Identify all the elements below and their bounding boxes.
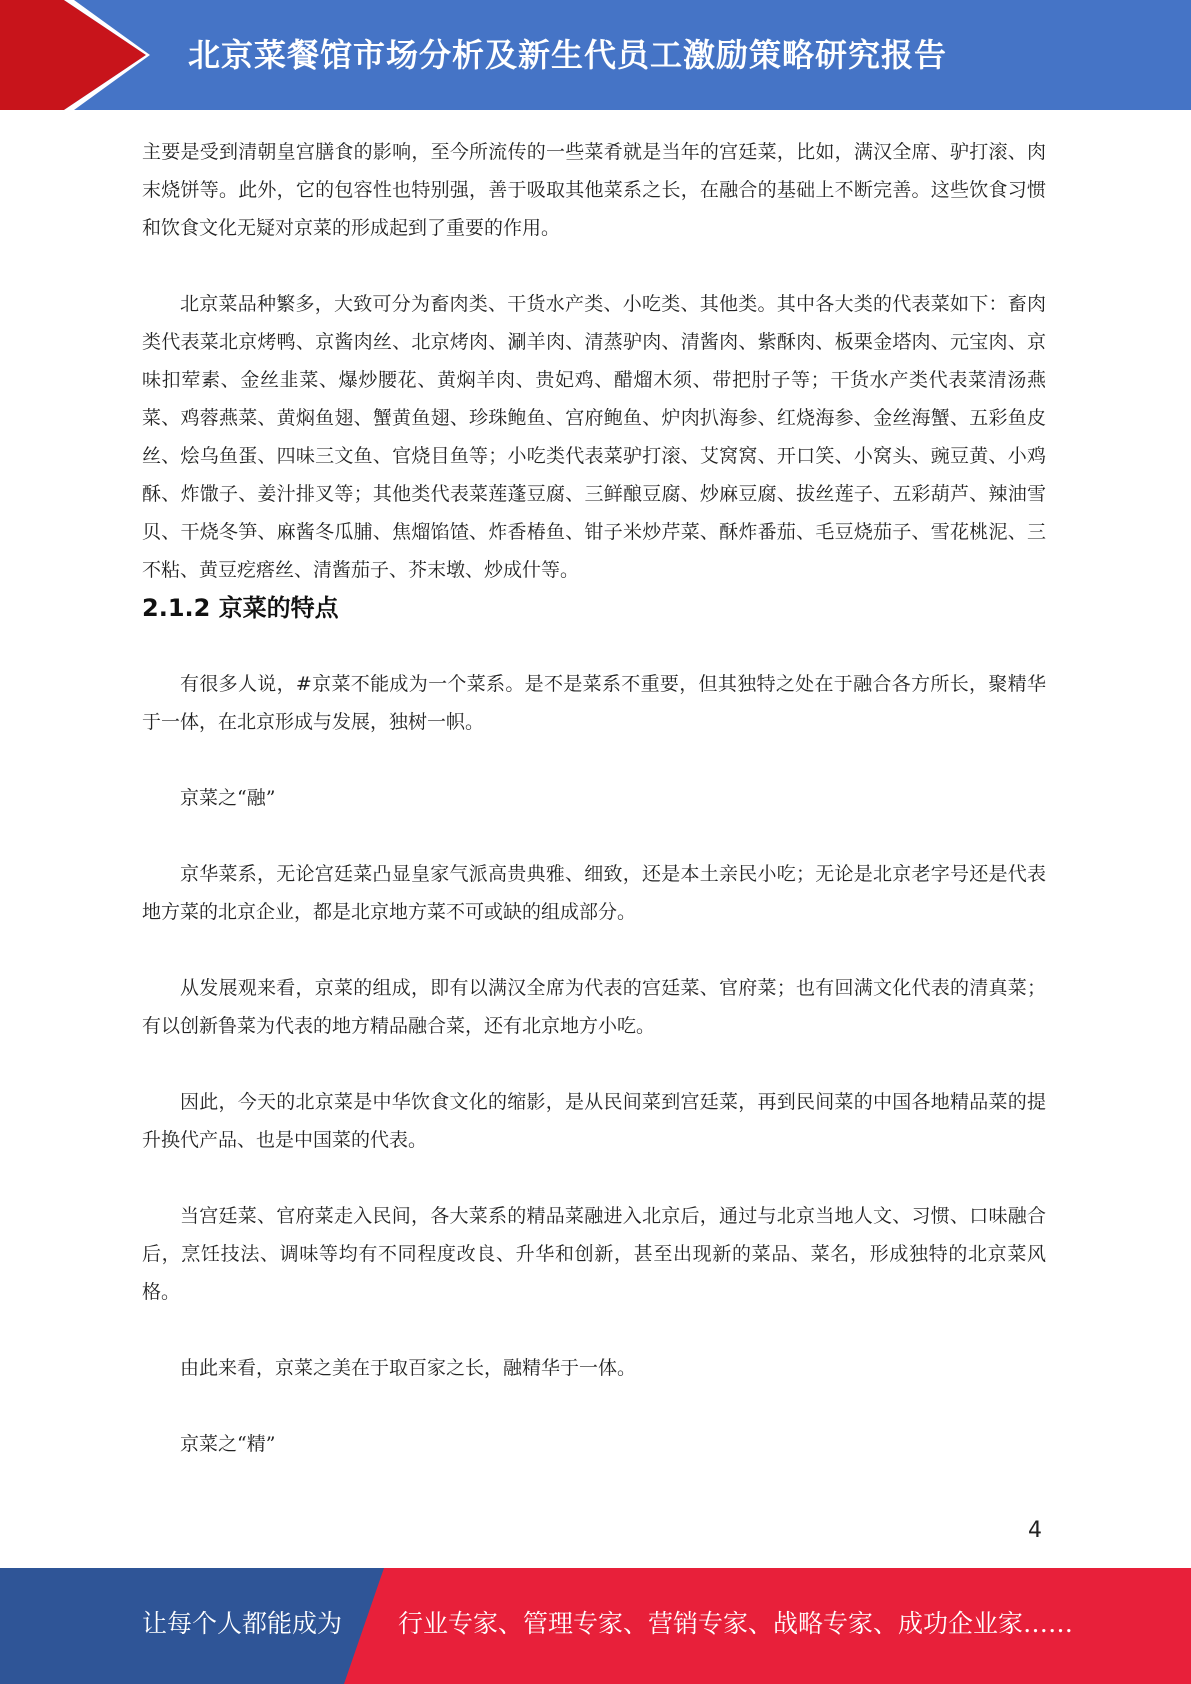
paragraph-conclusion: 由此来看，京菜之美在于取百家之长，融精华于一体。 [180,1357,637,1379]
page-number: 4 [1028,1518,1042,1543]
subheading-fusion: 京菜之“融” [180,787,276,809]
header-arrow-decoration [0,0,150,110]
page-footer [0,1568,1191,1684]
paragraph-palace-influence: 主要是受到清朝皇宫膳食的影响，至今所流传的一些菜肴就是当年的宫廷菜，比如，满汉全席、驴打滚、肉末烧饼等。此外，它的包容性也特别强，善于吸取其他菜系之长，在融合的基础上不断完善。这些饮食习惯和饮食文化无疑对京菜的形成起到了重要的作用。 [142,141,1046,239]
footer-slogan-left: 让每个人都能成为 [142,1609,343,1638]
paragraph-development-view: 从发展观来看，京菜的组成，即有以满汉全席为代表的宫廷菜、官府菜；也有回满文化代表的清真菜；有以创新鲁菜为代表的地方精品融合菜，还有北京地方小吃。 [142,977,1046,1037]
paragraph-cultural-epitome: 因此，今天的北京菜是中华饮食文化的缩影，是从民间菜到宫廷菜，再到民间菜的中国各地精品菜的提升换代产品、也是中国菜的代表。 [142,1091,1046,1151]
section-heading: 2.1.2 京菜的特点 [142,594,339,622]
paragraph-cuisine-composition: 京华菜系，无论宫廷菜凸显皇家气派高贵典雅、细致，还是本土亲民小吃；无论是北京老字号还是代表地方菜的北京企业，都是北京地方菜不可或缺的组成部分。 [142,863,1046,923]
footer-slogan-right: 行业专家、管理专家、营销专家、战略专家、成功企业家…… [398,1609,1074,1638]
document-title: 北京菜餐馆市场分析及新生代员工激励策略研究报告 [188,36,948,74]
paragraph-beijing-style: 当宫廷菜、官府菜走入民间，各大菜系的精品菜融进入北京后，通过与北京当地人文、习惯、口味融合后，烹饪技法、调味等均有不同程度改良、升华和创新，甚至出现新的菜品、菜名，形成独特的北京菜风格。 [142,1205,1046,1303]
paragraph-dish-varieties: 北京菜品种繁多，大致可分为畜肉类、干货水产类、小吃类、其他类。其中各大类的代表菜如下：畜肉类代表菜北京烤鸭、京酱肉丝、北京烤肉、涮羊肉、清蒸驴肉、清酱肉、紫酥肉、板栗金塔肉、元宝肉、京味扣荤素、金丝韭菜、爆炒腰花、黄焖羊肉、贵妃鸡、醋熘木须、带把肘子等；干货水产类代表菜清汤燕菜、鸡蓉燕菜、黄焖鱼翅、蟹黄鱼翅、珍珠鲍鱼、宫府鲍鱼、炉肉扒海参、红烧海参、金丝海蟹、五彩鱼皮丝、烩乌鱼蛋、四味三文鱼、官烧目鱼等；小吃类代表菜驴打滚、艾窝窝、开口笑、小窝头、豌豆黄、小鸡酥、炸馓子、姜汁排叉等；其他类代表菜莲蓬豆腐、三鲜酿豆腐、炒麻豆腐、拔丝莲子、五彩葫芦、辣油雪贝、干烧冬笋、麻酱冬瓜脯、焦熘馅馇、炸香椿鱼、钳子米炒芹菜、酥炸番茄、毛豆烧茄子、雪花桃泥、三不粘、黄豆疙瘩丝、清酱茄子、芥末墩、炒成什等。 [142,293,1046,581]
subheading-refinement: 京菜之“精” [180,1433,276,1455]
page-header [0,0,1191,110]
document-body [142,133,1046,1463]
paragraph-cuisine-features: 有很多人说，#京菜不能成为一个菜系。是不是菜系不重要，但其独特之处在于融合各方所长，聚精华于一体，在北京形成与发展，独树一帜。 [142,673,1046,733]
